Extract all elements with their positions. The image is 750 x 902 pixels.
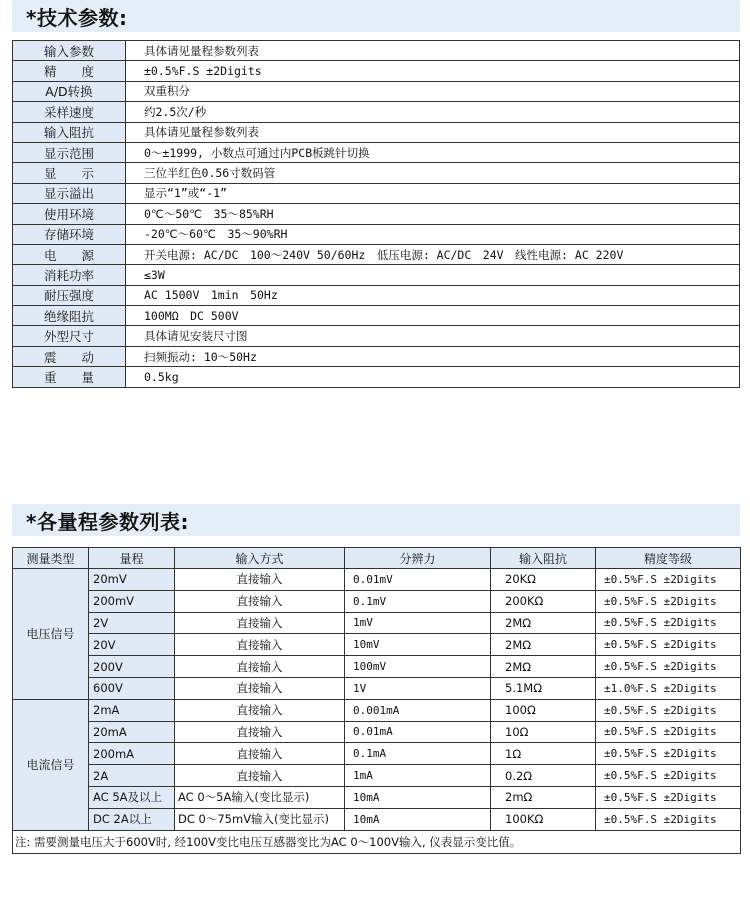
param-value: 具体请见量程参数列表 <box>126 41 740 61</box>
resolution-cell: 0.001mA <box>345 699 491 721</box>
table-row <box>13 122 740 142</box>
table-row <box>13 765 741 787</box>
tech-params-table <box>12 40 740 388</box>
param-value: 0.5kg <box>126 367 740 387</box>
input-mode-cell: 直接输入 <box>175 656 345 678</box>
accuracy-cell: ±0.5%F.S ±2Digits <box>596 743 741 765</box>
table-row <box>13 367 740 387</box>
range-cell: 200V <box>89 656 175 678</box>
impedance-cell: 100Ω <box>491 699 596 721</box>
tech-params-header <box>12 0 740 32</box>
table-row <box>13 306 740 326</box>
section-title: *技术参数: <box>26 5 128 30</box>
range-cell: 200mV <box>89 590 175 612</box>
resolution-cell: 10mA <box>345 786 491 808</box>
resolution-cell: 0.01mA <box>345 721 491 743</box>
param-label: A/D转换 <box>13 81 126 101</box>
input-mode-cell: AC 0～5A输入(变比显示) <box>175 786 345 808</box>
param-value: 100MΩ DC 500V <box>126 306 740 326</box>
param-label: 显示溢出 <box>13 183 126 203</box>
accuracy-cell: ±0.5%F.S ±2Digits <box>596 634 741 656</box>
column-header: 输入方式 <box>175 548 345 569</box>
accuracy-cell: ±0.5%F.S ±2Digits <box>596 786 741 808</box>
param-value: 显示“1”或“-1” <box>126 183 740 203</box>
resolution-cell: 10mV <box>345 634 491 656</box>
param-value: 开关电源: AC/DC 100～240V 50/60Hz 低压电源: AC/DC 24V 线性电源: AC 220V <box>126 244 740 264</box>
measure-type: 电压信号 <box>13 569 89 700</box>
range-params-table <box>12 547 741 854</box>
section-title: *各量程参数列表: <box>26 509 189 534</box>
impedance-cell: 200KΩ <box>491 590 596 612</box>
note-row <box>13 830 741 853</box>
table-header-row <box>13 548 741 569</box>
table-row <box>13 612 741 634</box>
input-mode-cell: 直接输入 <box>175 612 345 634</box>
table-row <box>13 634 741 656</box>
input-mode-cell: 直接输入 <box>175 590 345 612</box>
param-label: 绝缘阻抗 <box>13 306 126 326</box>
param-value: 扫频振动: 10～50Hz <box>126 346 740 366</box>
param-value: 具体请见安装尺寸图 <box>126 326 740 346</box>
input-mode-cell: DC 0～75mV输入(变比显示) <box>175 808 345 830</box>
param-value: 约2.5次/秒 <box>126 102 740 122</box>
param-value: 双重积分 <box>126 81 740 101</box>
accuracy-cell: ±1.0%F.S ±2Digits <box>596 677 741 699</box>
table-row <box>13 285 740 305</box>
table-row <box>13 244 740 264</box>
table-row <box>13 224 740 244</box>
table-row <box>13 590 741 612</box>
resolution-cell: 0.1mV <box>345 590 491 612</box>
param-label: 震 动 <box>13 346 126 366</box>
table-row <box>13 699 741 721</box>
table-row <box>13 326 740 346</box>
range-cell: 20mA <box>89 721 175 743</box>
impedance-cell: 20KΩ <box>491 569 596 591</box>
param-value: 具体请见量程参数列表 <box>126 122 740 142</box>
impedance-cell: 5.1MΩ <box>491 677 596 699</box>
measure-type: 电流信号 <box>13 699 89 830</box>
input-mode-cell: 直接输入 <box>175 634 345 656</box>
table-row <box>13 346 740 366</box>
param-label: 显 示 <box>13 163 126 183</box>
input-mode-cell: 直接输入 <box>175 765 345 787</box>
param-value: 0～±1999, 小数点可通过内PCB板跳针切换 <box>126 142 740 162</box>
range-cell: 200mA <box>89 743 175 765</box>
param-label: 采样速度 <box>13 102 126 122</box>
param-label: 电 源 <box>13 244 126 264</box>
accuracy-cell: ±0.5%F.S ±2Digits <box>596 590 741 612</box>
param-value: 0℃～50℃ 35～85%RH <box>126 204 740 224</box>
accuracy-cell: ±0.5%F.S ±2Digits <box>596 612 741 634</box>
table-row <box>13 721 741 743</box>
param-label: 外型尺寸 <box>13 326 126 346</box>
table-row <box>13 677 741 699</box>
impedance-cell: 100KΩ <box>491 808 596 830</box>
table-row <box>13 808 741 830</box>
table-row <box>13 41 740 61</box>
impedance-cell: 10Ω <box>491 721 596 743</box>
resolution-cell: 10mA <box>345 808 491 830</box>
accuracy-cell: ±0.5%F.S ±2Digits <box>596 765 741 787</box>
accuracy-cell: ±0.5%F.S ±2Digits <box>596 569 741 591</box>
param-value: ±0.5%F.S ±2Digits <box>126 61 740 81</box>
resolution-cell: 1mV <box>345 612 491 634</box>
table-row <box>13 61 740 81</box>
table-row <box>13 786 741 808</box>
range-cell: 2mA <box>89 699 175 721</box>
resolution-cell: 1mA <box>345 765 491 787</box>
range-cell: 20V <box>89 634 175 656</box>
impedance-cell: 2MΩ <box>491 612 596 634</box>
param-label: 消耗功率 <box>13 265 126 285</box>
resolution-cell: 0.1mA <box>345 743 491 765</box>
range-cell: 20mV <box>89 569 175 591</box>
param-label: 重 量 <box>13 367 126 387</box>
accuracy-cell: ±0.5%F.S ±2Digits <box>596 721 741 743</box>
table-row <box>13 656 741 678</box>
table-note: 注: 需要测量电压大于600V时, 经100V变比电压互感器变比为AC 0～100V输入, 仪表显示变比值。 <box>13 830 741 853</box>
accuracy-cell: ±0.5%F.S ±2Digits <box>596 808 741 830</box>
param-value: ≤3W <box>126 265 740 285</box>
column-header: 分辨力 <box>345 548 491 569</box>
accuracy-cell: ±0.5%F.S ±2Digits <box>596 656 741 678</box>
resolution-cell: 0.01mV <box>345 569 491 591</box>
range-params-header <box>12 504 740 536</box>
param-label: 输入参数 <box>13 41 126 61</box>
resolution-cell: 100mV <box>345 656 491 678</box>
input-mode-cell: 直接输入 <box>175 699 345 721</box>
range-cell: 600V <box>89 677 175 699</box>
input-mode-cell: 直接输入 <box>175 743 345 765</box>
table-row <box>13 204 740 224</box>
table-row <box>13 81 740 101</box>
column-header: 输入阻抗 <box>491 548 596 569</box>
param-value: 三位半红色0.56寸数码管 <box>126 163 740 183</box>
column-header: 精度等级 <box>596 548 741 569</box>
column-header: 量程 <box>89 548 175 569</box>
impedance-cell: 2mΩ <box>491 786 596 808</box>
range-cell: DC 2A以上 <box>89 808 175 830</box>
param-value: -20℃～60℃ 35～90%RH <box>126 224 740 244</box>
table-row <box>13 265 740 285</box>
param-label: 显示范围 <box>13 142 126 162</box>
param-label: 存储环境 <box>13 224 126 244</box>
table-row <box>13 102 740 122</box>
impedance-cell: 2MΩ <box>491 634 596 656</box>
range-cell: AC 5A及以上 <box>89 786 175 808</box>
resolution-cell: 1V <box>345 677 491 699</box>
table-row <box>13 183 740 203</box>
param-label: 输入阻抗 <box>13 122 126 142</box>
table-row <box>13 163 740 183</box>
range-cell: 2V <box>89 612 175 634</box>
input-mode-cell: 直接输入 <box>175 677 345 699</box>
impedance-cell: 0.2Ω <box>491 765 596 787</box>
impedance-cell: 1Ω <box>491 743 596 765</box>
table-row <box>13 569 741 591</box>
input-mode-cell: 直接输入 <box>175 569 345 591</box>
table-row <box>13 743 741 765</box>
param-value: AC 1500V 1min 50Hz <box>126 285 740 305</box>
input-mode-cell: 直接输入 <box>175 721 345 743</box>
column-header: 测量类型 <box>13 548 89 569</box>
param-label: 使用环境 <box>13 204 126 224</box>
accuracy-cell: ±0.5%F.S ±2Digits <box>596 699 741 721</box>
impedance-cell: 2MΩ <box>491 656 596 678</box>
param-label: 耐压强度 <box>13 285 126 305</box>
range-cell: 2A <box>89 765 175 787</box>
table-row <box>13 142 740 162</box>
param-label: 精 度 <box>13 61 126 81</box>
